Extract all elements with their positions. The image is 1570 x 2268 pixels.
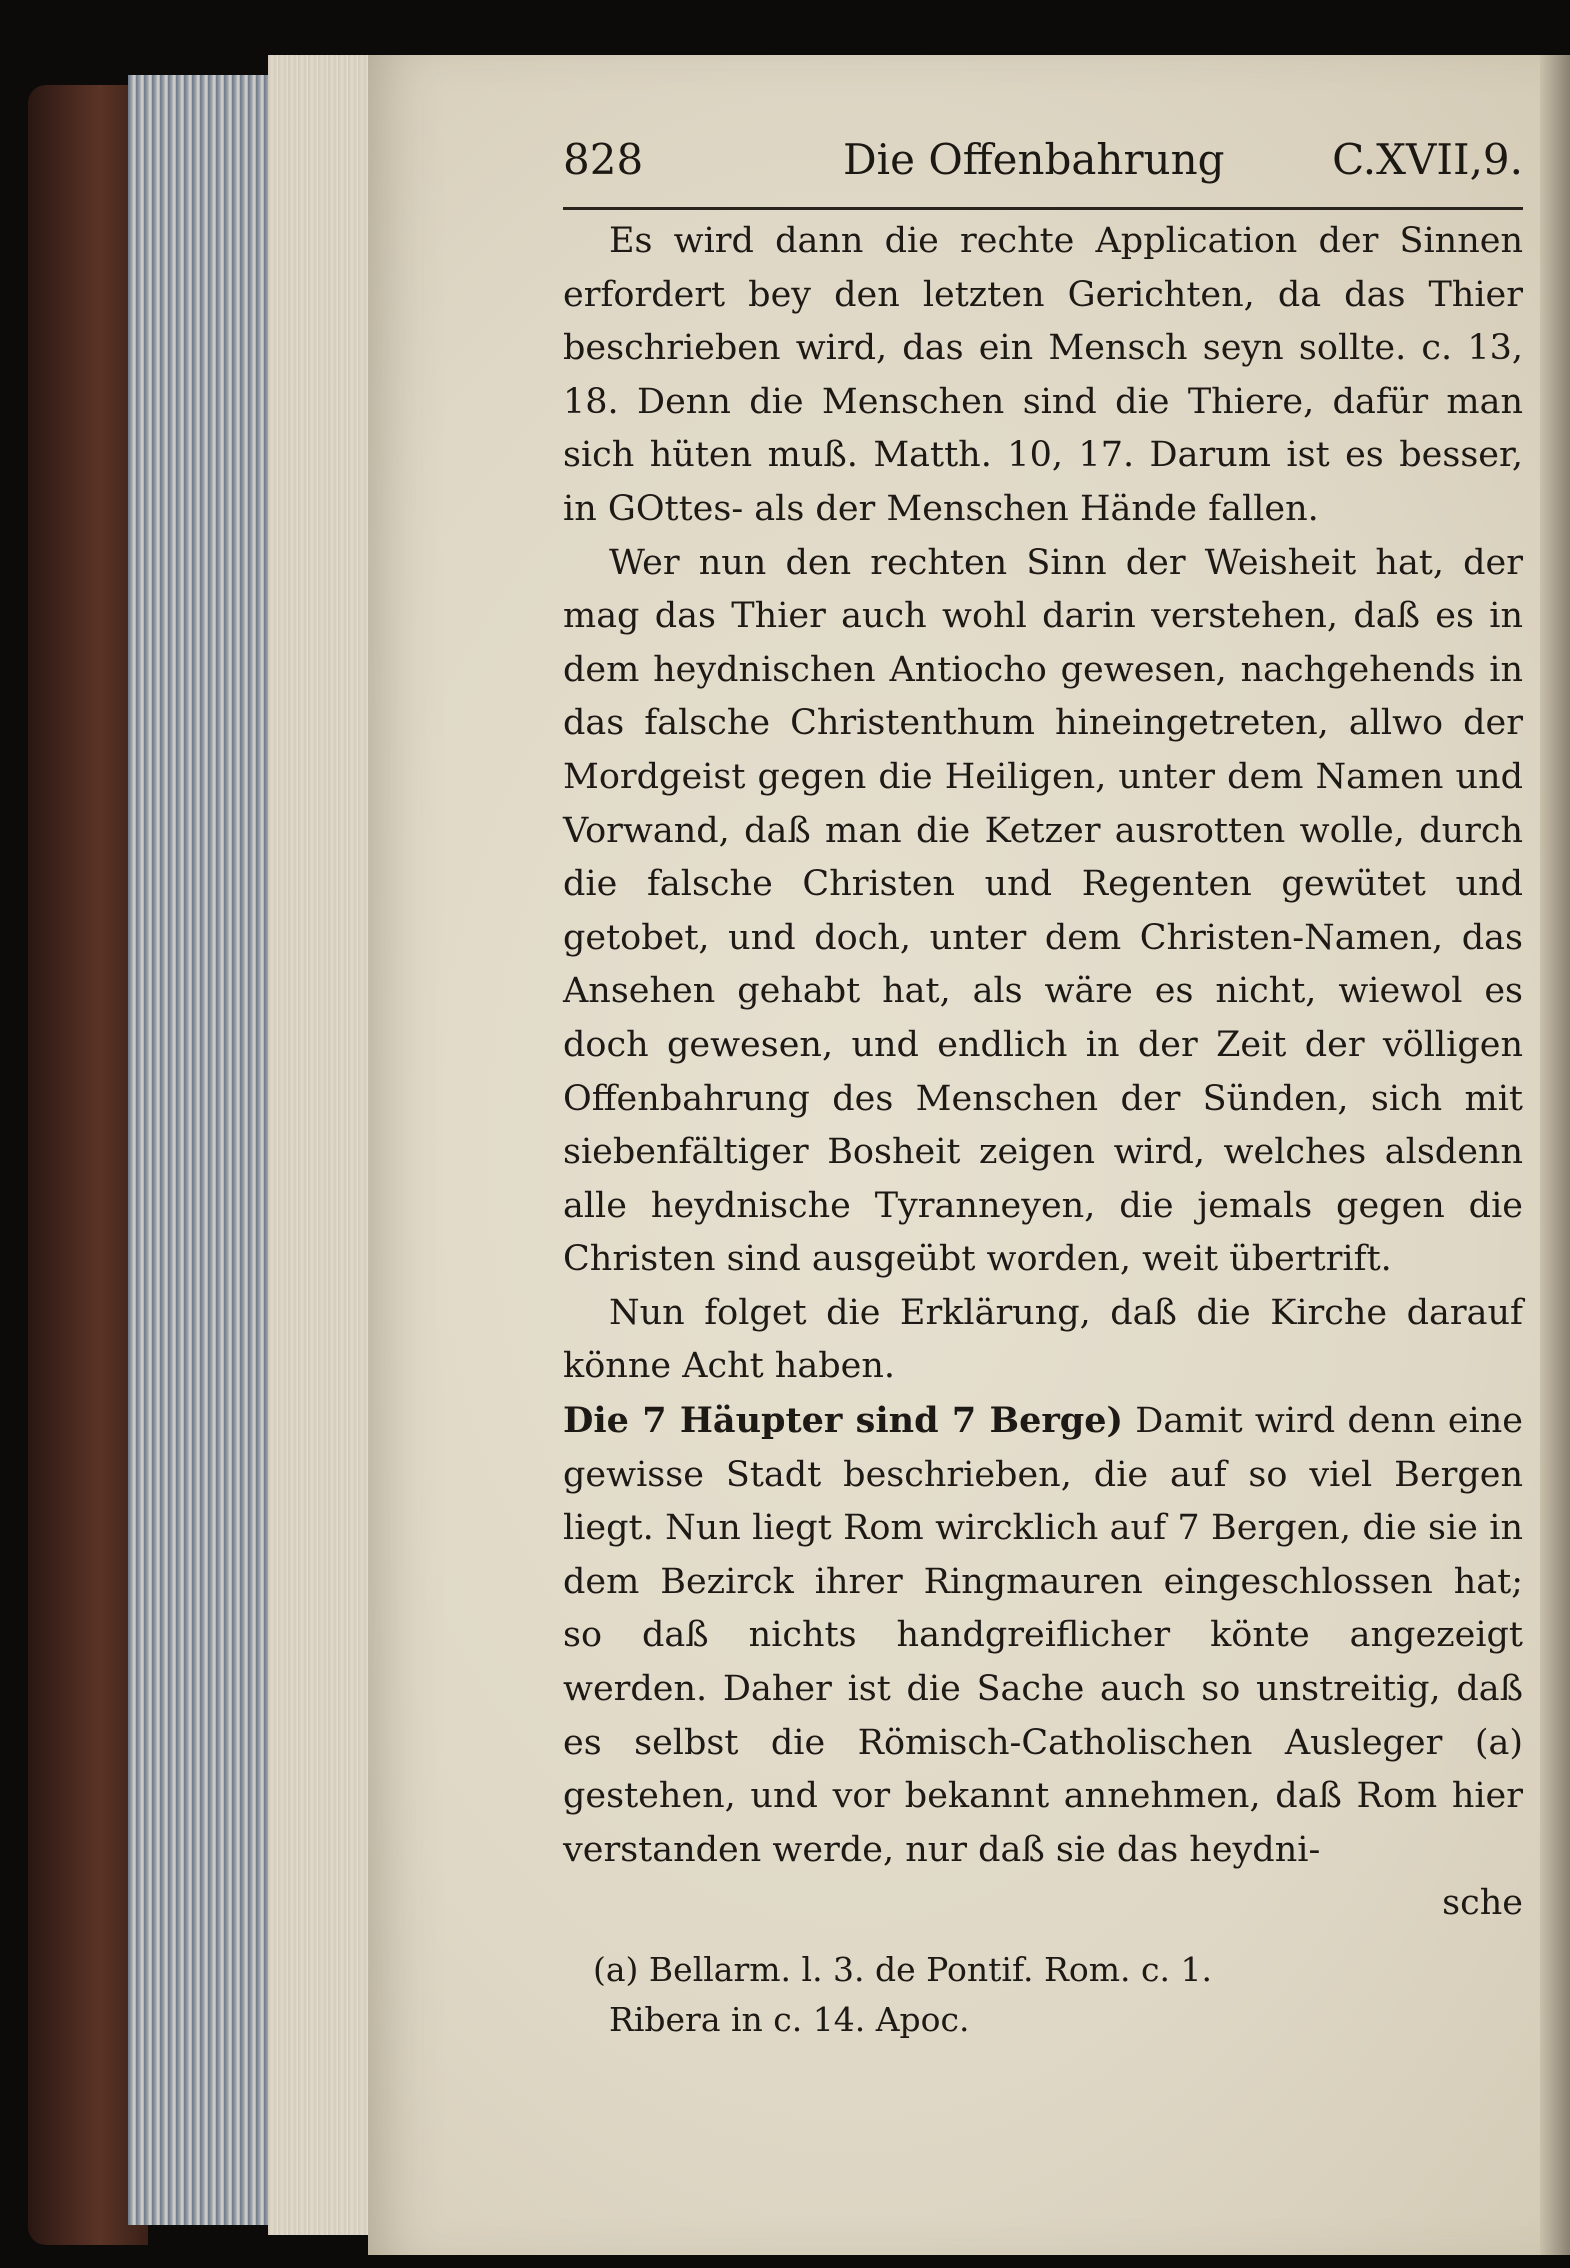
page <box>368 55 1570 2255</box>
paragraph <box>563 1287 1523 1394</box>
page-right-edge <box>1540 55 1570 2255</box>
paragraph-text: Es wird dann die rechte Application der Sinnen erfordert bey den letzten Gerichten, da das Thier beschrieben wird, das ein Mensch seyn sollte. c. 13, 18. Denn die Menschen sind die Thiere, dafür man sich hüten muß. Matth. 10, 17. Darum ist es besser, in GOttes- als der Menschen Hände fallen. <box>563 221 1523 529</box>
footnote-line: Ribera in c. 14. Apoc. <box>609 2000 970 2039</box>
body-text <box>563 215 1523 1931</box>
paragraph <box>563 537 1523 1287</box>
footnotes <box>593 1945 1493 2045</box>
paragraph <box>563 215 1523 537</box>
page-number: 828 <box>563 135 644 184</box>
chapter-reference: C.XVII,9. <box>1332 135 1523 184</box>
paragraph-text: Nun folget die Erklärung, daß die Kirche darauf könne Acht haben. <box>563 1292 1523 1387</box>
running-header <box>563 135 1523 205</box>
paragraph-text: Damit wird denn eine gewisse Stadt beschrieben, die auf so viel Bergen liegt. Nun liegt Rom wircklich auf 7 Bergen, die sie in dem Bezirck ihrer Ringmauren eingeschlossen hat; so daß nichts handgreiflicher könte angezeigt werden. Daher ist die Sache auch so unstreitig, daß es selbst die Römisch-Catholischen Ausleger (a) gestehen, und vor bekannt annehmen, daß Rom hier verstanden werde, nur daß sie das heydni- <box>563 1401 1523 1870</box>
catchword: sche <box>1442 1883 1523 1924</box>
header-rule <box>563 207 1523 210</box>
paragraph <box>563 1394 1523 1877</box>
book <box>28 55 1570 2255</box>
running-title: Die Offenbahrung <box>843 135 1225 184</box>
footnote-line: (a) Bellarm. l. 3. de Pontif. Rom. c. 1. <box>593 1950 1212 1989</box>
paragraph-lead: Die 7 Häupter sind 7 Berge) <box>563 1400 1124 1442</box>
paragraph-text: Wer nun den rechten Sinn der Weisheit hat, der mag das Thier auch wohl darin verstehen, daß es in dem heydnischen Antiocho gewesen, nachgehends in das falsche Christenthum hineingetreten, allwo der Mordgeist gegen die Heiligen, unter dem Namen und Vorwand, daß man die Ketzer ausrotten wolle, durch die falsche Christen und Regenten gewütet und getobet, und doch, unter dem Christen-Namen, das Ansehen gehabt hat, als wäre es nicht, wiewol es doch gewesen, und endlich in der Zeit der völligen Offenbahrung des Menschen der Sünden, sich mit siebenfältiger Bosheit zeigen wird, welches alsdenn alle heydnische Tyranneyen, die jemals gegen die Christen sind ausgeübt worden, weit übertrift. <box>563 542 1523 1280</box>
